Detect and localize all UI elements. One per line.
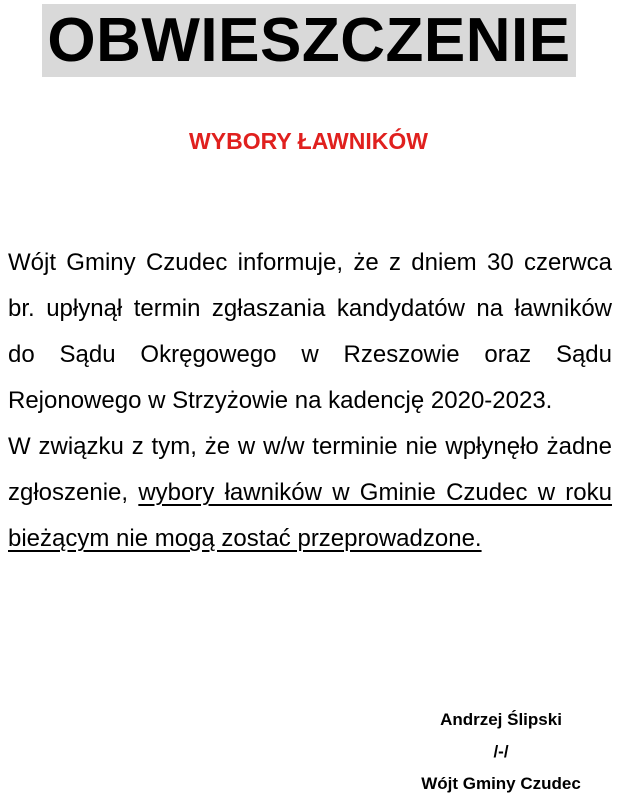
notice-paragraph-2-text: W związku z tym, że w w/w terminie nie wpłynęło żadne zgłoszenie, <box>8 433 612 506</box>
notice-paragraph-2-underlined: wybory ławników w Gminie Czudec w roku bieżącym nie mogą zostać przeprowadzone. <box>8 479 612 552</box>
page-title: OBWIESZCZENIE <box>47 6 571 75</box>
signature-name: Andrzej Ślipski <box>440 710 562 729</box>
notice-paragraph-1: Wójt Gminy Czudec informuje, że z dniem 30 czerwca br. upłynął termin zgłaszania kandydatów na ławników do Sądu Okręgowego w Rzeszowie oraz Sądu Rejonowego w Strzyżowie na kadencję 2020-2023. <box>8 249 612 414</box>
signature-role: Wójt Gminy Czudec <box>421 774 581 793</box>
signature-block <box>391 704 611 800</box>
title-banner <box>42 4 576 77</box>
notice-subtitle: WYBORY ŁAWNIKÓW <box>189 128 428 154</box>
notice-body <box>8 240 612 562</box>
notice-paragraph-2 <box>8 424 612 562</box>
signature-mark: /-/ <box>493 742 509 761</box>
